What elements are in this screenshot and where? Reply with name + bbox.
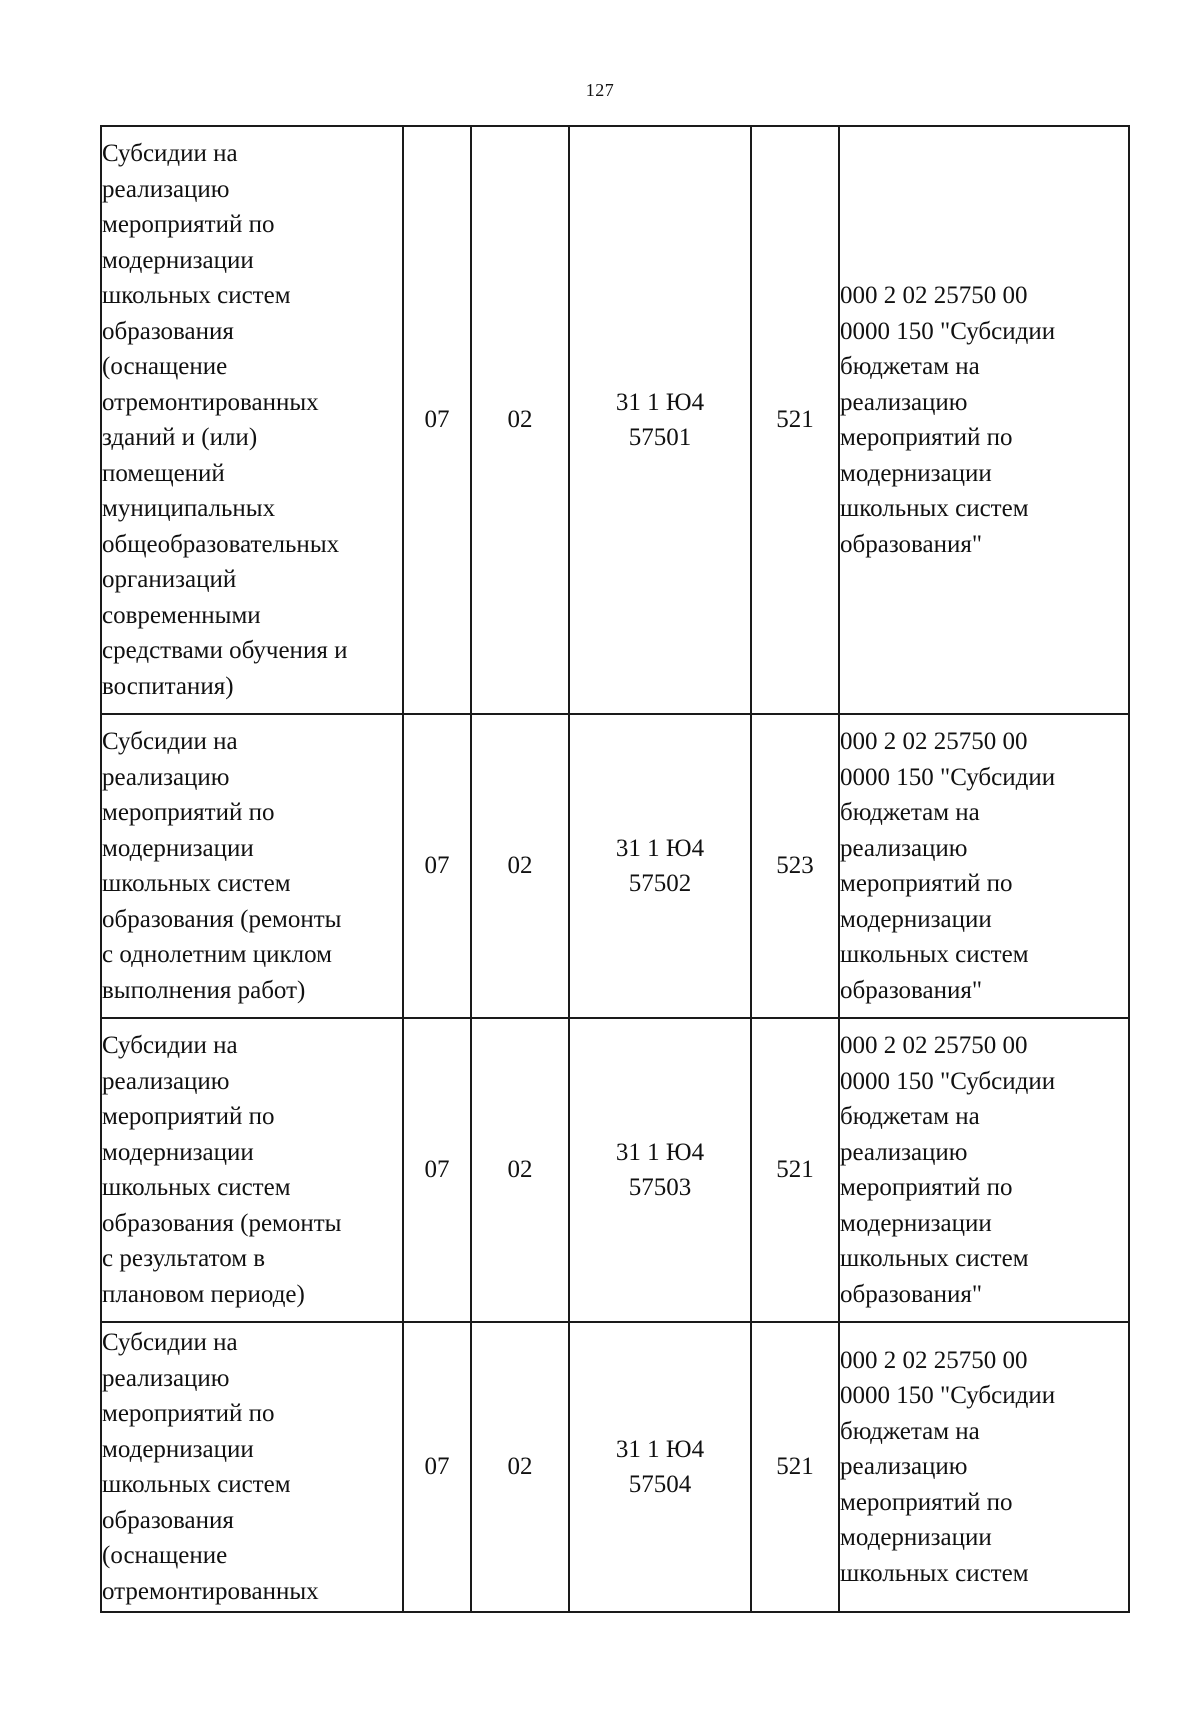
cell-target-article: 31 1 Ю4 57502 [569, 714, 751, 1018]
cell-expense-type: 521 [751, 1322, 839, 1612]
cell-section: 07 [403, 126, 471, 714]
cell-section: 07 [403, 1018, 471, 1322]
cell-revenue-code: 000 2 02 25750 00 0000 150 "Субсидии бюджетам на реализацию мероприятий по модернизации школьных систем образования" [839, 714, 1129, 1018]
cell-expense-type: 521 [751, 1018, 839, 1322]
table-row [101, 126, 1129, 714]
cell-target-article: 31 1 Ю4 57501 [569, 126, 751, 714]
cell-section: 07 [403, 1322, 471, 1612]
page-number: 127 [585, 80, 615, 100]
cell-revenue-code: 000 2 02 25750 00 0000 150 "Субсидии бюджетам на реализацию мероприятий по модернизации школьных систем образования" [839, 1018, 1129, 1322]
cell-name: Субсидии на реализацию мероприятий по модернизации школьных систем образования (оснащение отремонтированных зданий и (или) помещений муниципальных общеобразовательных организаций современными средствами обучения и воспитания) [101, 126, 403, 714]
cell-subsection: 02 [471, 1018, 569, 1322]
table-row [101, 1322, 1129, 1612]
cell-revenue-code: 000 2 02 25750 00 0000 150 "Субсидии бюджетам на реализацию мероприятий по модернизации школьных систем образования" [839, 126, 1129, 714]
cell-expense-type: 523 [751, 714, 839, 1018]
cell-target-article: 31 1 Ю4 57503 [569, 1018, 751, 1322]
cell-name: Субсидии на реализацию мероприятий по модернизации школьных систем образования (ремонты с результатом в плановом периоде) [101, 1018, 403, 1322]
cell-subsection: 02 [471, 714, 569, 1018]
cell-subsection: 02 [471, 1322, 569, 1612]
cell-revenue-code: 000 2 02 25750 00 0000 150 "Субсидии бюджетам на реализацию мероприятий по модернизации школьных систем [839, 1322, 1129, 1612]
budget-table [100, 125, 1130, 1613]
table-row [101, 1018, 1129, 1322]
cell-name: Субсидии на реализацию мероприятий по модернизации школьных систем образования (ремонты с однолетним циклом выполнения работ) [101, 714, 403, 1018]
cell-subsection: 02 [471, 126, 569, 714]
table-row [101, 714, 1129, 1018]
cell-expense-type: 521 [751, 126, 839, 714]
cell-target-article: 31 1 Ю4 57504 [569, 1322, 751, 1612]
cell-name: Субсидии на реализацию мероприятий по модернизации школьных систем образования (оснащение отремонтированных [101, 1322, 403, 1612]
cell-section: 07 [403, 714, 471, 1018]
